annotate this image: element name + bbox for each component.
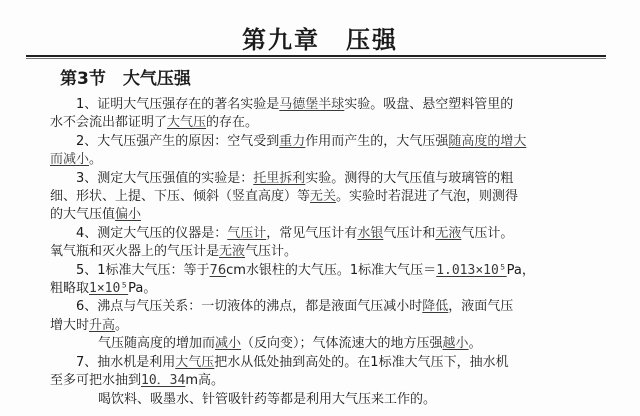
line: 而减小。 (50, 152, 103, 168)
line: 4、测定大气压的仪器是：气压计，常见气压计有水银气压计和无液气压计。 (76, 225, 514, 241)
title-divider-thin (26, 58, 606, 59)
answer-blank: 越小 (442, 336, 469, 352)
answer-blank: 无关 (310, 189, 337, 205)
answer-blank: 减小 (215, 336, 242, 352)
answer-blank: 76 (209, 262, 227, 278)
answer-blank: 偏小 (115, 207, 142, 223)
line: 喝饮料、吸墨水、针管吸针药等都是利用大气压来工作的。 (98, 391, 437, 407)
title-divider (26, 55, 606, 57)
answer-blank: 大气压 (167, 115, 207, 131)
line: 水不会流出都证明了大气压的存在。 (50, 115, 259, 131)
notes-body (50, 96, 610, 409)
line: 至多可把水抽到10．34m高。 (50, 373, 224, 389)
answer-blank: 随高度的增大 (448, 133, 527, 149)
answer-blank: 重力 (279, 133, 306, 149)
line: 7、抽水机是利用大气压把水从低处抽到高处的。在1标准大气压下，抽水机 (76, 354, 509, 370)
answer-blank: 大气压 (175, 354, 215, 370)
line: 3、测定大气压强值的实验是：托里拆利实验。测得的大气压值与玻璃管的粗 (76, 170, 514, 186)
line: 粗略取1×10⁵Pa。 (50, 281, 157, 297)
line: 的大气压值偏小 (50, 207, 142, 223)
line: 5、1标准大气压：等于76cm水银柱的大气压。1标准大气压＝1.013×10⁵Pa， (76, 262, 535, 278)
answer-blank: 升高 (89, 317, 116, 333)
line: 增大时升高。 (50, 317, 129, 333)
answer-blank: 托里拆利 (253, 170, 306, 186)
answer-blank: 而减小 (50, 152, 90, 168)
chapter-title: 第九章 压强 (242, 26, 398, 54)
line: 1、证明大气压强存在的著名实验是马德堡半球实验。吸盘、悬空塑料管里的 (76, 97, 514, 112)
answer-blank: 马德堡半球 (279, 97, 345, 112)
answer-blank: 无液 (435, 225, 462, 241)
answer-blank: 气压计 (227, 225, 267, 241)
answer-blank: 降低 (422, 299, 449, 315)
answer-blank: 1.013×10⁵ (436, 262, 507, 278)
line: 6、沸点与气压关系：一切液体的沸点，都是液面气压减小时降低，液面气压 (76, 299, 514, 315)
section-title: 第3节 大气压强 (60, 69, 191, 89)
answer-blank: 10．34 (141, 373, 186, 389)
line: 氧气瓶和灭火器上的气压计是无液气压计。 (50, 244, 298, 260)
line: 气压随高度的增加而减小（反向变）；气体流速大的地方压强越小。 (98, 336, 482, 352)
answer-blank: 无液 (219, 244, 246, 260)
answer-blank: 水银 (357, 225, 384, 241)
line: 2、大气压强产生的原因：空气受到重力作用而产生的，大气压强随高度的增大 (76, 133, 527, 149)
answer-blank: 1×10⁵ (89, 281, 129, 297)
line: 细、形状、上提、下压、倾斜（竖直高度）等无关。实验时若混进了气泡，则测得 (50, 189, 519, 205)
